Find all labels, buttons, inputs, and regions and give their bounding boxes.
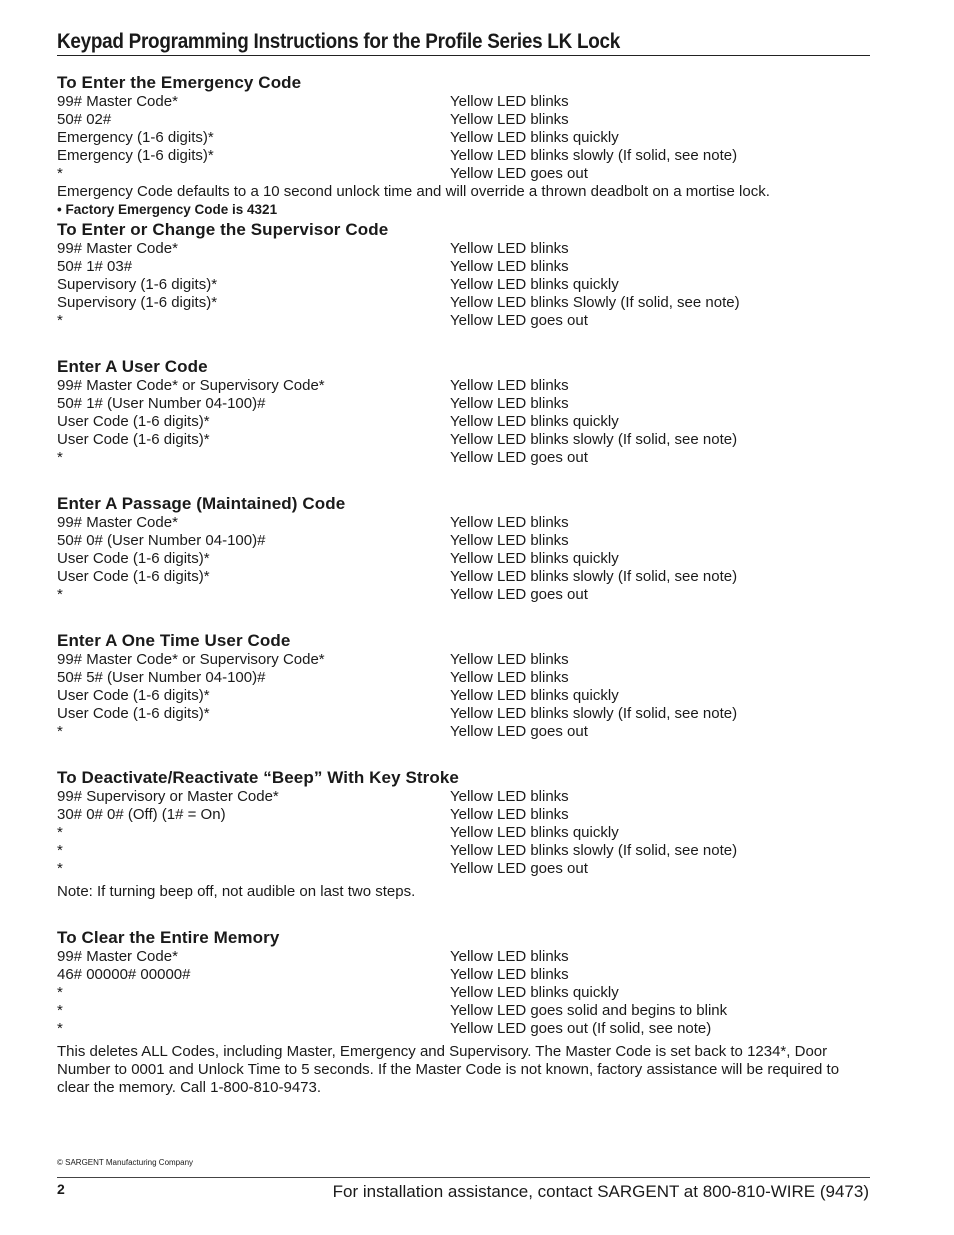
step-result: Yellow LED blinks — [450, 948, 569, 965]
step-entry: 50# 1# (User Number 04-100)# — [57, 395, 266, 412]
factory-code-note: • Factory Emergency Code is 4321 — [57, 202, 278, 217]
step-row — [57, 860, 870, 878]
step-entry: * — [57, 723, 63, 740]
step-result: Yellow LED blinks — [450, 788, 569, 805]
section-one-time-code — [57, 630, 870, 767]
step-result: Yellow LED blinks — [450, 93, 569, 110]
step-result: Yellow LED blinks slowly (If solid, see note) — [450, 431, 738, 448]
step-result: Yellow LED blinks slowly (If solid, see note) — [450, 147, 738, 164]
instructions-content — [57, 72, 870, 1097]
step-entry: 30# 0# 0# (Off) (1# = On) — [57, 806, 226, 823]
step-entry: 50# 02# — [57, 111, 112, 128]
step-row — [57, 294, 870, 312]
step-row — [57, 395, 870, 413]
step-entry: 50# 5# (User Number 04-100)# — [57, 669, 266, 686]
section-heading: To Deactivate/Reactivate “Beep” With Key Stroke — [57, 768, 459, 787]
step-result: Yellow LED blinks quickly — [450, 984, 619, 1001]
step-result: Yellow LED goes out (If solid, see note) — [450, 1020, 712, 1037]
step-row — [57, 532, 870, 550]
step-entry: * — [57, 312, 63, 329]
section-beep-toggle — [57, 767, 870, 927]
section-note: Note: If turning beep off, not audible on last two steps. — [57, 883, 416, 900]
step-result: Yellow LED blinks quickly — [450, 276, 619, 293]
section-note: This deletes ALL Codes, including Master, Emergency and Supervisory. The Master Code is set back to 1234*, Door Number to 0001 and Unlock Time to 5 seconds. If the Master Code is not known, factory assistance will be required to clear the memory. Call 1-800-810-9473. — [57, 1043, 840, 1096]
step-result: Yellow LED blinks — [450, 111, 569, 128]
step-result: Yellow LED blinks Slowly (If solid, see note) — [450, 294, 740, 311]
step-entry: * — [57, 1002, 63, 1019]
step-row — [57, 948, 870, 966]
step-entry: * — [57, 586, 63, 603]
step-result: Yellow LED blinks — [450, 240, 569, 257]
step-result: Yellow LED goes out — [450, 449, 588, 466]
step-result: Yellow LED blinks quickly — [450, 413, 619, 430]
step-row — [57, 723, 870, 741]
step-result: Yellow LED goes out — [450, 586, 588, 603]
step-row — [57, 687, 870, 705]
step-result: Yellow LED goes out — [450, 723, 588, 740]
section-heading: Enter A User Code — [57, 357, 208, 376]
step-entry: 50# 1# 03# — [57, 258, 133, 275]
step-row — [57, 377, 870, 395]
step-result: Yellow LED blinks quickly — [450, 129, 619, 146]
step-entry: Supervisory (1-6 digits)* — [57, 294, 218, 311]
page-title: Keypad Programming Instructions for the Profile Series LK Lock — [57, 30, 620, 53]
step-row — [57, 431, 870, 449]
step-row — [57, 258, 870, 276]
step-row — [57, 449, 870, 467]
step-entry: Emergency (1-6 digits)* — [57, 147, 214, 164]
step-result: Yellow LED goes out — [450, 312, 588, 329]
section-passage-code — [57, 493, 870, 630]
step-entry: * — [57, 449, 63, 466]
step-entry: Emergency (1-6 digits)* — [57, 129, 214, 146]
section-heading: Enter A Passage (Maintained) Code — [57, 494, 346, 513]
step-result: Yellow LED blinks — [450, 395, 569, 412]
step-entry: * — [57, 165, 63, 182]
step-row — [57, 842, 870, 860]
step-result: Yellow LED blinks quickly — [450, 687, 619, 704]
step-entry: * — [57, 1020, 63, 1037]
section-supervisor-code — [57, 219, 870, 356]
copyright-notice: © SARGENT Manufacturing Company — [57, 1158, 194, 1167]
step-entry: * — [57, 860, 63, 877]
page-number: 2 — [57, 1181, 65, 1197]
step-entry: 50# 0# (User Number 04-100)# — [57, 532, 266, 549]
step-row — [57, 568, 870, 586]
step-row — [57, 1002, 870, 1020]
section-heading: To Clear the Entire Memory — [57, 928, 280, 947]
step-result: Yellow LED blinks slowly (If solid, see note) — [450, 568, 738, 585]
section-heading: Enter A One Time User Code — [57, 631, 291, 650]
step-result: Yellow LED blinks — [450, 966, 569, 983]
step-row — [57, 651, 870, 669]
step-entry: User Code (1-6 digits)* — [57, 550, 210, 567]
step-row — [57, 705, 870, 723]
step-row — [57, 550, 870, 568]
step-result: Yellow LED blinks — [450, 377, 569, 394]
step-entry: * — [57, 824, 63, 841]
section-clear-memory — [57, 927, 870, 1097]
step-entry: 99# Master Code* — [57, 93, 178, 110]
step-result: Yellow LED goes out — [450, 860, 588, 877]
step-result: Yellow LED blinks slowly (If solid, see note) — [450, 705, 738, 722]
step-result: Yellow LED blinks — [450, 651, 569, 668]
step-row — [57, 984, 870, 1002]
title-divider — [57, 55, 870, 56]
step-entry: User Code (1-6 digits)* — [57, 413, 210, 430]
step-row — [57, 806, 870, 824]
section-emergency-code — [57, 72, 870, 219]
step-entry: User Code (1-6 digits)* — [57, 687, 210, 704]
step-result: Yellow LED goes solid and begins to blink — [450, 1002, 728, 1019]
step-result: Yellow LED blinks — [450, 258, 569, 275]
step-result: Yellow LED blinks quickly — [450, 550, 619, 567]
section-heading: To Enter the Emergency Code — [57, 73, 302, 92]
step-entry: User Code (1-6 digits)* — [57, 431, 210, 448]
section-user-code — [57, 356, 870, 493]
step-row — [57, 669, 870, 687]
footer-divider — [57, 1177, 870, 1178]
step-row — [57, 129, 870, 147]
step-result: Yellow LED blinks — [450, 669, 569, 686]
section-note: Emergency Code defaults to a 10 second unlock time and will override a thrown deadbolt on a mortise lock. — [57, 183, 770, 200]
step-entry: User Code (1-6 digits)* — [57, 568, 210, 585]
step-entry: * — [57, 984, 63, 1001]
step-entry: Supervisory (1-6 digits)* — [57, 276, 218, 293]
step-row — [57, 240, 870, 258]
section-heading: To Enter or Change the Supervisor Code — [57, 220, 389, 239]
step-row — [57, 93, 870, 111]
step-row — [57, 1020, 870, 1038]
step-row — [57, 276, 870, 294]
step-entry: 99# Master Code* — [57, 240, 178, 257]
step-entry: 99# Master Code* or Supervisory Code* — [57, 377, 325, 394]
step-row — [57, 966, 870, 984]
footer-contact: For installation assistance, contact SARGENT at 800-810-WIRE (9473) — [332, 1182, 869, 1201]
step-result: Yellow LED blinks — [450, 806, 569, 823]
step-row — [57, 824, 870, 842]
step-row — [57, 586, 870, 604]
step-row — [57, 413, 870, 431]
step-row — [57, 111, 870, 129]
step-entry: * — [57, 842, 63, 859]
step-entry: 99# Supervisory or Master Code* — [57, 788, 279, 805]
step-result: Yellow LED goes out — [450, 165, 588, 182]
step-entry: User Code (1-6 digits)* — [57, 705, 210, 722]
step-row — [57, 165, 870, 183]
step-entry: 99# Master Code* — [57, 948, 178, 965]
step-entry: 99# Master Code* — [57, 514, 178, 531]
step-row — [57, 514, 870, 532]
step-row — [57, 788, 870, 806]
step-result: Yellow LED blinks quickly — [450, 824, 619, 841]
step-row — [57, 147, 870, 165]
step-result: Yellow LED blinks — [450, 514, 569, 531]
step-result: Yellow LED blinks — [450, 532, 569, 549]
step-entry: 46# 00000# 00000# — [57, 966, 191, 983]
step-row — [57, 312, 870, 330]
step-entry: 99# Master Code* or Supervisory Code* — [57, 651, 325, 668]
step-result: Yellow LED blinks slowly (If solid, see note) — [450, 842, 738, 859]
